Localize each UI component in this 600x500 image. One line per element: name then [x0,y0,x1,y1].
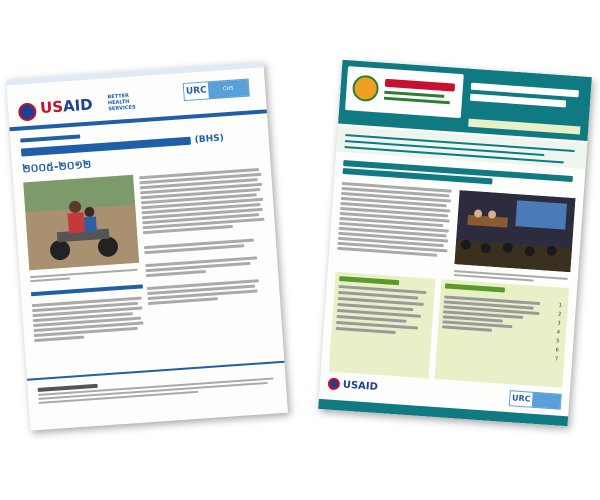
ministry-emblem-icon [352,75,380,103]
footer-usaid-logo [327,377,378,392]
toc-number: 5 [555,338,560,345]
urc-wordmark: URC [511,393,531,404]
toc-number: 3 [557,320,561,327]
toc-number: 7 [554,356,559,363]
years: ២០០៥-២០១២ [21,157,92,176]
toc-number: 2 [557,311,562,318]
footer-urc-logo [509,390,562,410]
numbered-list [144,236,272,307]
urc-wordmark: URC [184,82,209,100]
conference-photo [455,190,576,272]
article-text [337,180,454,260]
toc-number: 4 [556,329,561,336]
usaid-logo: USAID [18,97,94,122]
title-tag: (BHS) [194,133,225,146]
ministry-newsletter [318,60,592,427]
toc-number: 1 [558,302,563,309]
toc-number: 6 [555,347,559,354]
contents-panel [434,279,569,388]
usaid-seal-icon [18,102,37,121]
usaid-seal-icon [327,377,340,390]
motorbike-photo [23,175,139,270]
background-text [32,294,147,344]
usaid-wordmark: USAID [342,379,379,393]
highlights-panel [329,272,436,379]
urc-tag: CHS [208,80,249,99]
intro-text [139,166,267,236]
bhs-brochure [6,61,288,430]
bhs-logo: BETTER HEALTH SERVICES [107,92,136,113]
background-heading-bar [31,284,143,296]
urc-logo [183,79,250,102]
toc-page-numbers [555,301,563,364]
photo-caption [30,267,140,285]
